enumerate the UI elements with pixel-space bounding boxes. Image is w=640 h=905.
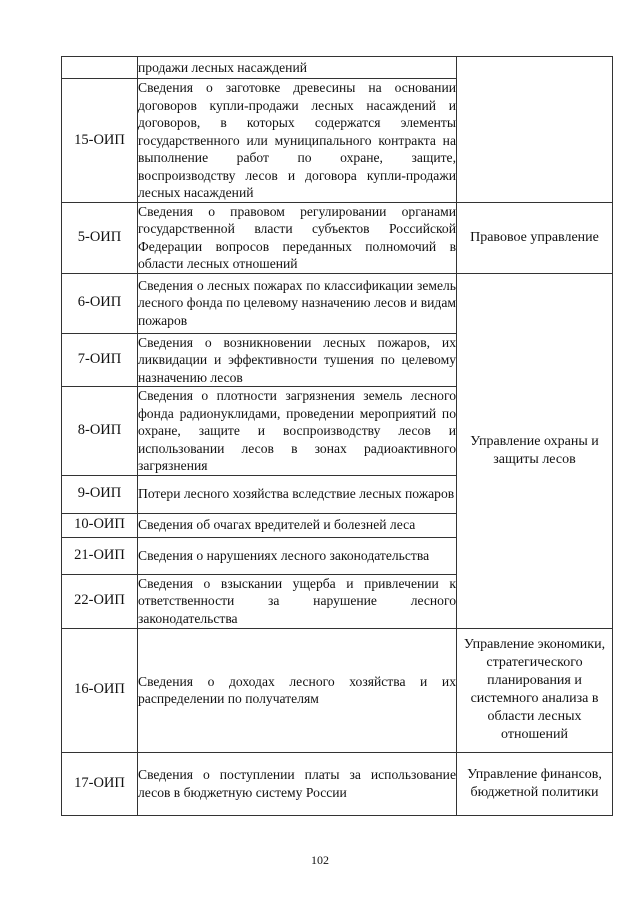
form-description: продажи лесных насаждений <box>138 57 457 79</box>
form-description: Сведения о возникновении лесных пожаров, их ликвидации и эффективности тушения по целевому назначению лесов <box>138 334 456 385</box>
form-code: 22-ОИП <box>62 574 138 628</box>
page-number: 102 <box>311 853 329 867</box>
table-row <box>62 752 613 815</box>
form-code: 9-ОИП <box>62 475 138 513</box>
form-description: Сведения о лесных пожарах по классификации земель лесного фонда по целевому назначению лесов и видам пожаров <box>138 273 457 333</box>
table-row <box>62 57 613 79</box>
table-row <box>62 202 613 273</box>
form-code: 6-ОИП <box>62 273 138 333</box>
form-code: 21-ОИП <box>62 537 138 574</box>
form-code: 16-ОИП <box>62 628 138 752</box>
form-description: Сведения о заготовке древесины на основании договоров купли-продажи лесных насаждений и договоров, в которых содержатся элементы государственного или муниципального контракта на выполнение работ по охране, защите, воспроизводству лесов и договора купли-продажи лесных насаждений <box>138 80 456 200</box>
form-code <box>62 57 138 79</box>
form-code: 15-ОИП <box>62 79 138 203</box>
form-code: 10-ОИП <box>62 513 138 537</box>
department-economics: Управление экономики, стратегического планирования и системного анализа в области лесных отношений <box>457 628 613 752</box>
form-description: Сведения о плотности загрязнения земель лесного фонда радионуклидами, проведении мероприятий по охране, защите и воспроизводству лесов и использовании лесов в зонах радиоактивного загрязнения <box>138 388 456 473</box>
form-description: Сведения о поступлении платы за использование лесов в бюджетную систему России <box>138 752 457 815</box>
form-description: Сведения об очагах вредителей и болезней леса <box>138 513 457 537</box>
department-legal: Правовое управление <box>457 202 613 273</box>
department-forest-protection: Управление охраны и защиты лесов <box>457 273 613 628</box>
form-description: Сведения о взыскании ущерба и привлечении к ответственности за нарушение лесного законодательства <box>138 574 457 628</box>
form-description: Сведения о доходах лесного хозяйства и их распределении по получателям <box>138 628 457 752</box>
form-code: 5-ОИП <box>62 202 138 273</box>
form-description: Сведения о правовом регулировании органами государственной власти субъектов Российской Федерации вопросов переданных полномочий в области лесных отношений <box>138 203 456 271</box>
department-finance: Управление финансов, бюджетной политики <box>457 752 613 815</box>
form-code: 7-ОИП <box>62 333 138 387</box>
forms-table-main <box>61 56 613 816</box>
form-description: Сведения о нарушениях лесного законодательства <box>138 537 457 574</box>
form-description: Потери лесного хозяйства вследствие лесных пожаров <box>138 475 457 513</box>
table-row <box>62 273 613 333</box>
department-cell-empty <box>457 57 613 203</box>
form-code: 17-ОИП <box>62 752 138 815</box>
table-row <box>62 628 613 752</box>
form-code: 8-ОИП <box>62 387 138 476</box>
